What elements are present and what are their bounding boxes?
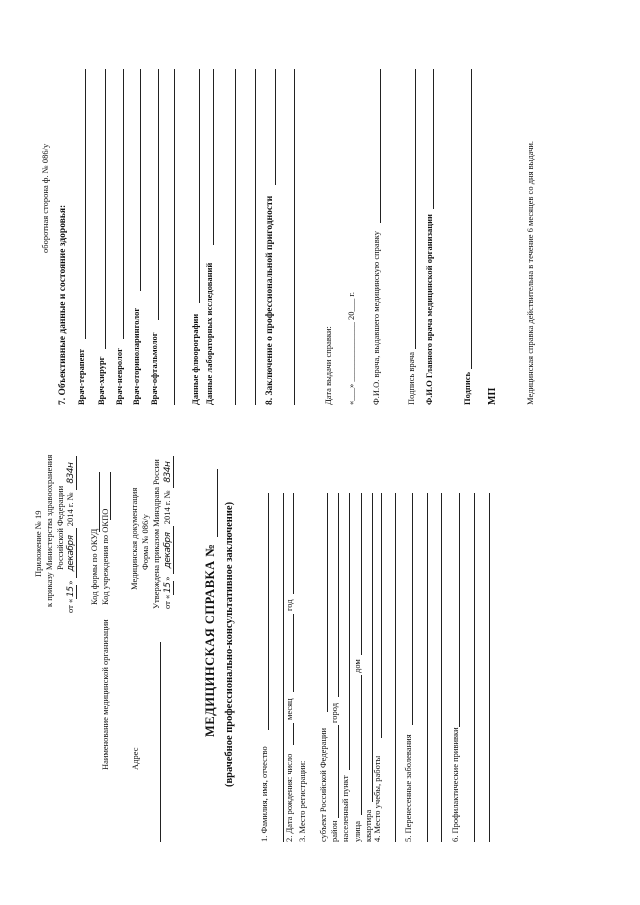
- fluoro-line: [199, 69, 200, 303]
- approved-line: Утверждена приказом Минздрава России: [151, 459, 161, 609]
- form-number: Форма № 086/у: [140, 514, 150, 570]
- full-name-line: [268, 493, 269, 730]
- ent-line: [140, 69, 141, 291]
- ophthalmologist-line: [158, 69, 159, 320]
- document-subtitle: (врачебное профессионально-консультативное заключение): [224, 501, 235, 787]
- city-label: город: [329, 702, 339, 723]
- stamp-label: МП: [487, 387, 498, 405]
- doctor-sign-line: [415, 69, 416, 349]
- validity-note: Медицинская справка действительна в течение 6 месяцев со дня выдачи.: [525, 140, 535, 405]
- surgeon-line: [105, 69, 106, 349]
- birth-month-label: месяц: [284, 698, 294, 720]
- fluoro-label: Данные флюорографии: [190, 313, 200, 405]
- conclusion-line-2: [294, 69, 295, 405]
- okpo-label: Код учреждения по ОКПО: [100, 508, 110, 605]
- appendix-number: 834н: [66, 456, 77, 490]
- okud-label: Код формы по ОКУД: [89, 528, 99, 605]
- birth-month-line: [293, 614, 294, 692]
- ent-label: Врач-оториноларинголог: [131, 307, 141, 405]
- city-line: [338, 493, 339, 697]
- subject-label: субъект Российской Федерации: [318, 727, 328, 842]
- doctor-sign-label: Подпись врача: [406, 351, 416, 405]
- issue-date-label: Дата выдачи справки:: [323, 326, 333, 405]
- therapist-line: [85, 69, 86, 339]
- address-label: Адрес: [130, 747, 140, 770]
- field-objective-data: 7. Объективные данные и состояние здоровья:: [58, 204, 68, 405]
- title-number-line: [217, 469, 218, 537]
- field-past-diseases: 5. Перенесенные заболевания: [403, 734, 413, 842]
- apartment-label: квартира: [363, 809, 373, 842]
- approved-number: 834н: [163, 456, 174, 488]
- birth-year-label: год: [284, 599, 294, 611]
- field-vaccinations: 6. Профилактические прививки: [450, 727, 460, 842]
- signature-label: Подпись: [462, 372, 472, 405]
- lab-line-3: [255, 69, 256, 405]
- okpo-line: [110, 472, 111, 520]
- locality-label: населенный пункт: [340, 775, 350, 842]
- approved-day: 15: [163, 582, 173, 593]
- birth-day-line: [293, 723, 294, 745]
- ophthalmologist-label: Врач-офтальмолог: [149, 332, 159, 405]
- approved-date-prefix: от «: [162, 594, 172, 609]
- approved-date: от «15» декабря 2014 г. № 834н: [162, 456, 174, 609]
- doctor-name-line: [380, 69, 381, 223]
- vaccinations-line: [459, 493, 460, 727]
- street-line: [361, 675, 362, 815]
- field-registration: 3. Место регистрации:: [297, 760, 307, 842]
- document-title: МЕДИЦИНСКАЯ СПРАВКА №: [203, 543, 217, 737]
- district-label: район: [329, 820, 339, 842]
- vaccinations-line-3: [489, 493, 490, 842]
- subject-line: [327, 493, 328, 712]
- lab-line-2: [235, 69, 236, 405]
- therapist-label: Врач-терапевт: [76, 349, 86, 405]
- street-label: улица: [352, 821, 362, 842]
- study-work-line: [381, 493, 382, 738]
- study-work-line-2: [395, 493, 396, 842]
- doc-type: Медицинская документация: [129, 487, 139, 590]
- field-study-work: 4. Место учебы, работы: [372, 755, 382, 842]
- doctor-name-label: Ф.И.О. врача, выдавшего медицинскую справку: [371, 231, 381, 405]
- field-birth-date: 2. Дата рождения: число: [284, 753, 294, 842]
- house-label: дом: [352, 659, 362, 673]
- past-diseases-line-3: [441, 493, 442, 842]
- appendix-day: 15: [66, 586, 76, 597]
- approved-month: декабря: [163, 526, 174, 574]
- chief-name-line: [433, 69, 434, 209]
- appendix-date-prefix: от «: [65, 598, 75, 613]
- appendix-month: декабря: [66, 528, 77, 578]
- lab-line: [213, 69, 214, 245]
- signature-line: [471, 69, 472, 369]
- lab-label: Данные лабораторных исследований: [204, 262, 214, 405]
- locality-line: [349, 493, 350, 770]
- birth-year-line: [293, 493, 294, 594]
- appendix-line2: к приказу Министерства здравоохранения: [44, 454, 54, 607]
- chief-name-label: Ф.И.О Главного врача медицинской организации: [424, 214, 434, 405]
- district-line: [338, 725, 339, 818]
- field-full-name: 1. Фамилия, имя, отчество: [259, 746, 269, 842]
- house-line: [361, 493, 362, 655]
- org-name-label: Наименование медицинской организации: [100, 619, 110, 770]
- issue-date-line: «___» ______________ 20___ г.: [346, 291, 356, 405]
- ophthalmologist-line-2: [174, 69, 175, 405]
- back-side-label: оборотная сторона ф. № 086/у: [40, 143, 50, 253]
- appendix-line4: от «15» декабря 2014 г. № 834н: [65, 456, 77, 613]
- past-diseases-line-2: [427, 493, 428, 842]
- conclusion-line: [275, 69, 276, 185]
- neurologist-line: [123, 69, 124, 339]
- appendix-line1: Приложение № 19: [33, 510, 43, 577]
- surgeon-label: Врач-хирург: [96, 356, 106, 405]
- neurologist-label: Врач-невролог: [114, 348, 124, 405]
- field-fitness-conclusion: 8. Заключение о профессиональной пригодности: [265, 195, 275, 405]
- address-line: [160, 642, 161, 842]
- past-diseases-line: [412, 493, 413, 725]
- appendix-line3: Российской Федерации: [55, 485, 65, 570]
- vaccinations-line-2: [474, 493, 475, 842]
- approved-year: 2014 г. №: [162, 490, 172, 525]
- appendix-year: 2014 г. №: [65, 492, 75, 527]
